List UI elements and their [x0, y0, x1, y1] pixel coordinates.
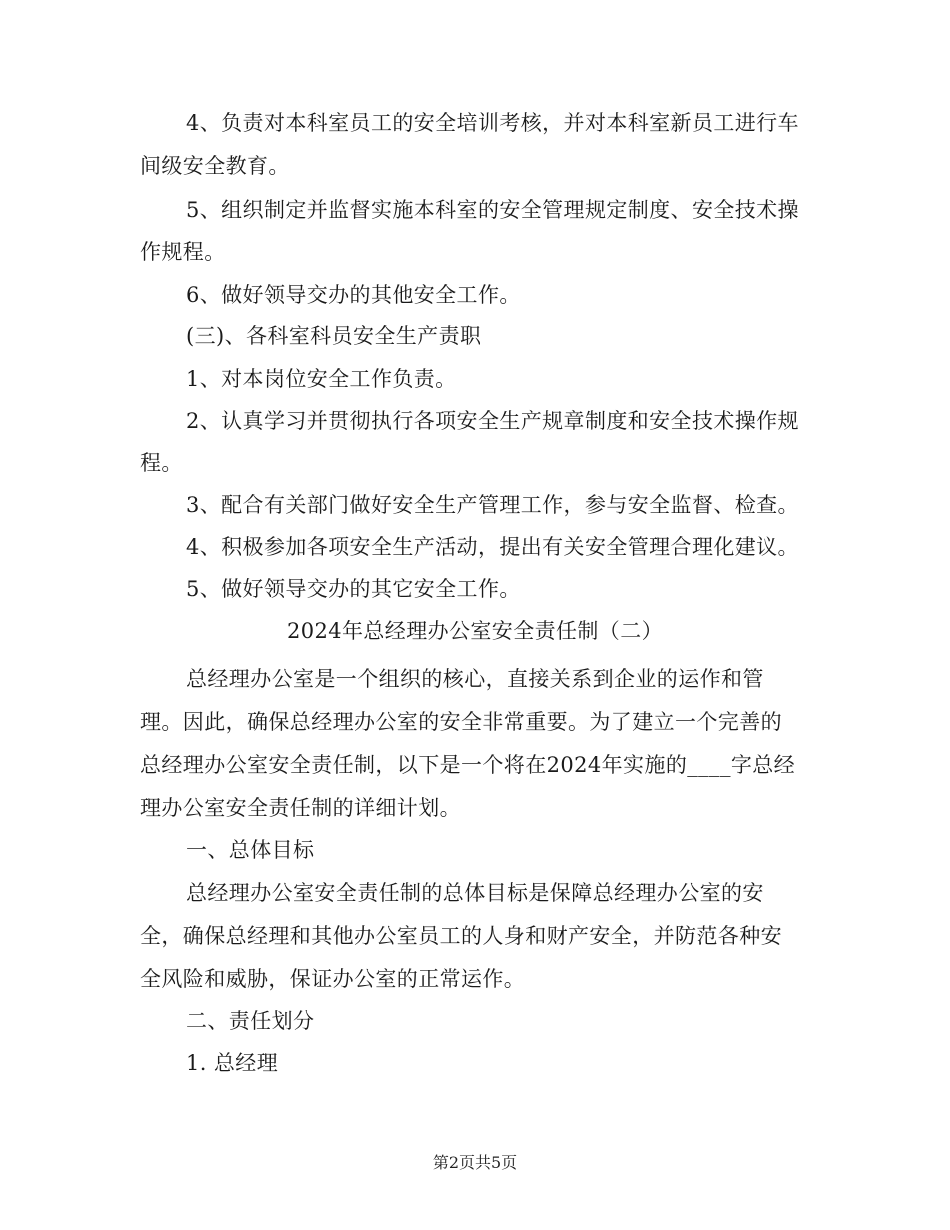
paragraph-line: 作规程。	[140, 240, 226, 264]
paragraph-line: 4、负责对本科室员工的安全培训考核，并对本科室新员工进行车	[186, 111, 799, 135]
paragraph-line: 总经理办公室安全责任制，以下是一个将在2024年实施的____字总经	[140, 753, 796, 777]
subsection-heading: 1. 总经理	[186, 1051, 279, 1075]
paragraph-line: 4、积极参加各项安全生产活动，提出有关安全管理合理化建议。	[186, 535, 799, 559]
paragraph-line: 总经理办公室安全责任制的总体目标是保障总经理办公室的安	[186, 881, 764, 905]
section-heading: 二、责任划分	[186, 1009, 315, 1033]
paragraph-line: 理。因此，确保总经理办公室的安全非常重要。为了建立一个完善的	[140, 710, 782, 734]
paragraph-line: 理办公室安全责任制的详细计划。	[140, 796, 461, 820]
section-heading: 一、总体目标	[186, 838, 315, 862]
paragraph-line: 5、组织制定并监督实施本科室的安全管理规定制度、安全技术操	[186, 198, 799, 222]
paragraph-line: 3、配合有关部门做好安全生产管理工作，参与安全监督、检查。	[186, 493, 799, 517]
paragraph-line: 总经理办公室是一个组织的核心，直接关系到企业的运作和管	[186, 667, 764, 691]
paragraph-line: 全，确保总经理和其他办公室员工的人身和财产安全，并防范各种安	[140, 924, 782, 948]
paragraph-line: 间级安全教育。	[140, 154, 290, 178]
paragraph-line: 5、做好领导交办的其它安全工作。	[186, 577, 521, 601]
paragraph-line: 6、做好领导交办的其他安全工作。	[186, 283, 521, 307]
paragraph-line: 1、对本岗位安全工作负责。	[186, 367, 457, 391]
page-footer: 第2页共5页	[432, 1153, 518, 1172]
paragraph-line: 全风险和威胁，保证办公室的正常运作。	[140, 967, 526, 991]
document-title: 2024年总经理办公室安全责任制（二）	[286, 619, 664, 643]
section-heading: (三)、各科室科员安全生产责职	[186, 324, 482, 348]
paragraph-line: 2、认真学习并贯彻执行各项安全生产规章制度和安全技术操作规	[186, 409, 799, 433]
paragraph-line: 程。	[140, 451, 183, 475]
